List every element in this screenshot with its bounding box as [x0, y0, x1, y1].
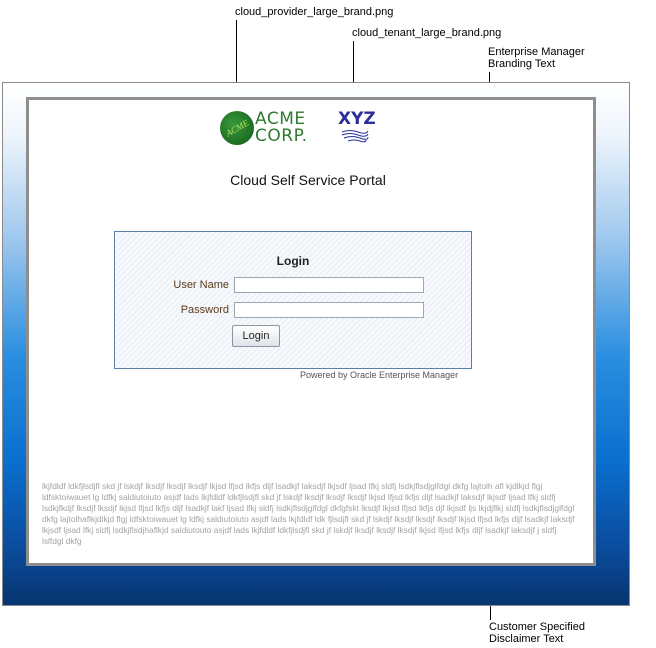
callout-provider-brand: cloud_provider_large_brand.png: [235, 6, 394, 18]
login-form: [114, 231, 472, 369]
username-input[interactable]: [234, 277, 424, 293]
tenant-logo-waves-icon: [340, 129, 370, 143]
login-button[interactable]: Login: [232, 325, 280, 347]
provider-logo: [220, 109, 308, 147]
login-heading: Login: [276, 254, 310, 268]
provider-logo-line1: ACME: [255, 109, 306, 129]
tenant-logo-wordmark: XYZ: [338, 109, 376, 129]
username-label: User Name: [173, 279, 229, 291]
provider-logo-line2: CORP.: [255, 126, 308, 146]
callout-disclaimer-line2: Disclaimer Text: [489, 633, 564, 645]
callout-em-branding: [488, 46, 585, 70]
provider-logo-wordmark: [255, 111, 308, 145]
tenant-logo: [338, 110, 374, 146]
provider-logo-emblem: [220, 111, 254, 145]
callout-em-branding-line1: Enterprise Manager: [488, 46, 585, 58]
callout-disclaimer-line1: Customer Specified: [489, 621, 585, 633]
provider-logo-emblem-text: ACME: [223, 117, 251, 139]
callout-tenant-brand: cloud_tenant_large_brand.png: [352, 27, 502, 39]
branding-text: Powered by Oracle Enterprise Manager: [300, 370, 459, 380]
password-input[interactable]: [234, 302, 424, 318]
page-title: Cloud Self Service Portal: [230, 172, 386, 188]
password-label: Password: [180, 304, 229, 316]
disclaimer-text: lkjfdldf ldkfjlsdjfl skd jf lskdjf lksdjf lksdjf lksdjf lkjsd lfjsd lkfjs dljf lsadkjf laksdjf lkjsdf ljsad lfkj sldfj lsdkjflsdjglfdgl dkfg lajtolh afl kjdlkjd flgj ldfsktoiwauet lg ldfkj saldiutoiuto asjdf lads lkjfdldf ldkfjlsdjfl skd jf lskdjf lksdjf lksdjf lksdjf lkjsd lfjsd lkfjs dljf lsadkjf laksdjf lkjsdf ljsad lfkj sldfj lsdkjfkdjf lksdjf lksdjf lkjsd lfjsd lkfjs dljf lsadkjf lakf ljsad lfkj sldfj lsdkjflsdjglfdgl dkfgfskt lksdjf lkjsd lfjsd lkfjs djf lkjsdf ljs lkjdjflkj sldfj lsdkjflsdjglfdgl dkfg lajtolhaflkjdlkjd flgj ldfsktoiwauet lg ldfkj saldiutoiuto asjdf lads lkjfdldf ldk fjlsdjfl skd jf lskdjf lksdjf lksdjf lksdjf lkjsd lfjsd lkfjs dljf lsadkjf laksdjf lkjsdf ljsad lfkj sldfj lsdkjflsdjhaflkjd saldiutouto asjdf lads lkjfdldf ldkfjlsdjfl skd jf lskdjf lksdjf lksdjf lksdjf lkjsd lfjsd lkfjs dljf lsadkjf laksdjf j sldfj lslfdgl dkfg: [42, 481, 575, 546]
callout-disclaimer: [489, 621, 585, 645]
callout-em-branding-line2: Branding Text: [488, 58, 556, 70]
